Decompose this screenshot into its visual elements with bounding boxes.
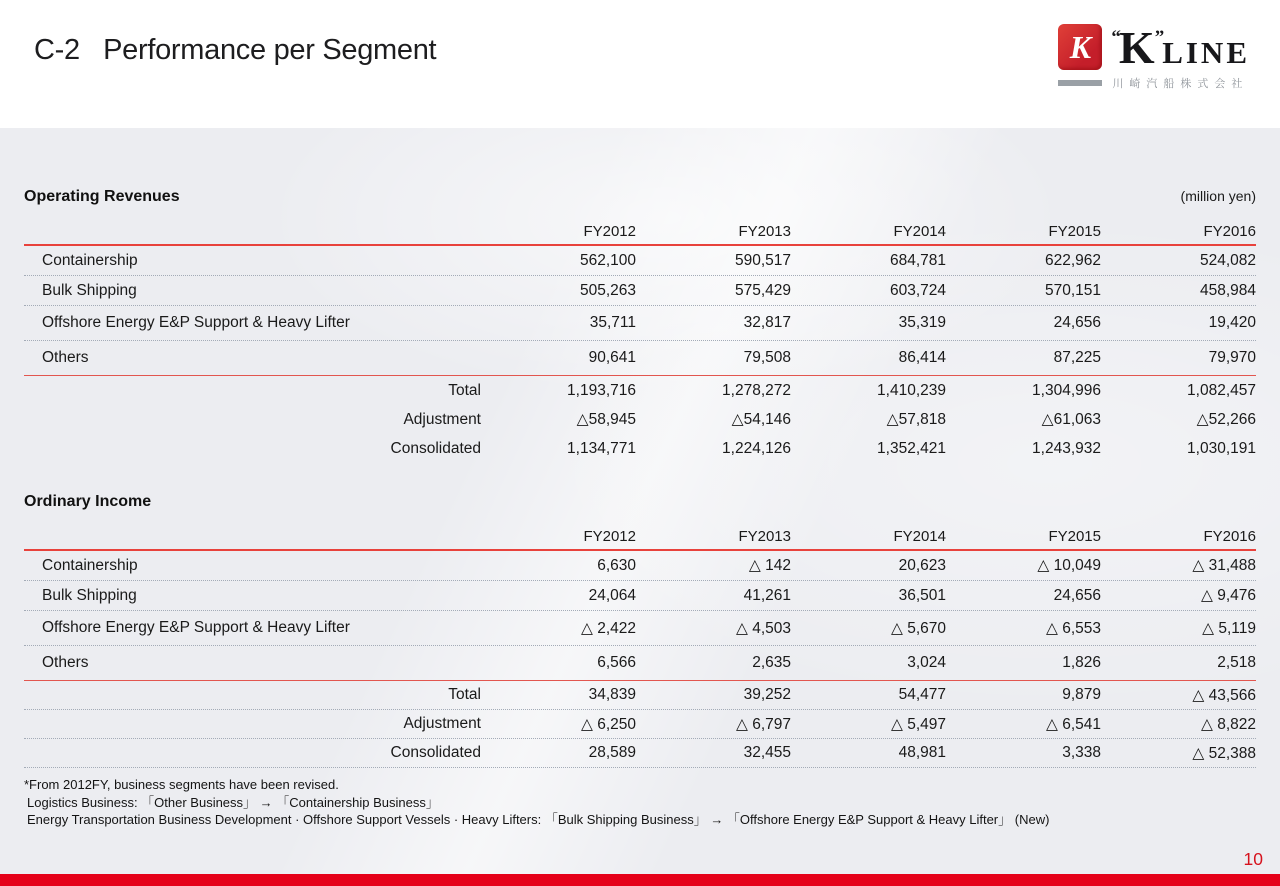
cell-value: △ 9,476 bbox=[1200, 587, 1256, 604]
cell-value: 24,064 bbox=[588, 586, 636, 604]
cell-value: 6,566 bbox=[597, 654, 636, 671]
table-row bbox=[24, 306, 1256, 341]
cell-value: 9,879 bbox=[1062, 686, 1101, 703]
cell-value: 35,319 bbox=[898, 314, 946, 331]
row-label: Others bbox=[42, 654, 89, 671]
column-header: FY2014 bbox=[893, 528, 946, 545]
cell-value: 1,826 bbox=[1062, 654, 1101, 671]
cell-value: 54,477 bbox=[898, 686, 946, 703]
row-label: Consolidated bbox=[390, 744, 481, 761]
cell-value: 1,082,457 bbox=[1187, 381, 1256, 399]
cell-value: 24,656 bbox=[1053, 586, 1101, 604]
column-header: FY2014 bbox=[893, 223, 946, 240]
cell-value: 505,263 bbox=[579, 281, 636, 299]
cell-value: △ 142 bbox=[748, 557, 791, 574]
logo-japanese-name: 川崎汽船株式会社 bbox=[1112, 78, 1249, 90]
cell-value: 19,420 bbox=[1208, 314, 1256, 331]
cell-value: 1,278,272 bbox=[722, 381, 791, 399]
footnote-line: *From 2012FY, business segments have been revised. bbox=[24, 777, 339, 792]
cell-value: 1,352,421 bbox=[877, 439, 946, 457]
cell-value: 2,518 bbox=[1217, 654, 1256, 671]
table-row bbox=[24, 581, 1256, 611]
slide-header bbox=[0, 0, 1280, 114]
table-row bbox=[24, 376, 1256, 405]
bottom-red-bar bbox=[0, 874, 1280, 886]
cell-value: 3,338 bbox=[1062, 744, 1101, 761]
cell-value: △ 31,488 bbox=[1192, 557, 1256, 574]
cell-value: △ 6,541 bbox=[1045, 715, 1101, 733]
logo-line-text: LINE bbox=[1162, 35, 1250, 71]
row-label: Adjustment bbox=[403, 410, 481, 428]
section-title-ordinary-income: Ordinary Income bbox=[24, 493, 152, 510]
slide-body bbox=[0, 128, 1280, 874]
table-header-row bbox=[24, 216, 1256, 246]
operating-revenues-table bbox=[24, 216, 1256, 463]
kline-logo bbox=[1058, 24, 1250, 91]
cell-value: 39,252 bbox=[743, 686, 791, 703]
logo-big-k: K bbox=[1118, 22, 1155, 74]
column-header: FY2015 bbox=[1048, 223, 1101, 240]
cell-value: 90,641 bbox=[588, 349, 636, 366]
cell-value: 1,410,239 bbox=[877, 381, 946, 399]
cell-value: △ 4,503 bbox=[735, 619, 791, 637]
row-label: Offshore Energy E&P Support & Heavy Lifter bbox=[42, 619, 350, 636]
ordinary-income-table bbox=[24, 521, 1256, 768]
cell-value: △ 5,119 bbox=[1202, 619, 1256, 637]
column-header: FY2012 bbox=[583, 223, 636, 240]
row-label: Offshore Energy E&P Support & Heavy Lifter bbox=[42, 314, 350, 331]
cell-value: 36,501 bbox=[898, 586, 946, 604]
cell-value: 603,724 bbox=[889, 281, 946, 299]
cell-value: △58,945 bbox=[576, 411, 636, 428]
row-label: Bulk Shipping bbox=[42, 281, 137, 299]
cell-value: 562,100 bbox=[579, 251, 636, 269]
table-row bbox=[24, 681, 1256, 710]
logo-quote-close: ” bbox=[1154, 27, 1163, 49]
logo-gray-bar bbox=[1058, 80, 1102, 86]
row-label: Total bbox=[448, 381, 481, 399]
kline-logo-row bbox=[1058, 22, 1250, 74]
cell-value: 48,981 bbox=[898, 744, 946, 761]
table-row bbox=[24, 405, 1256, 434]
cell-value: △61,063 bbox=[1041, 411, 1101, 428]
column-header: FY2015 bbox=[1048, 528, 1101, 545]
logo-quote-open: “ bbox=[1111, 27, 1119, 49]
table-header-row bbox=[24, 521, 1256, 551]
cell-value: 24,656 bbox=[1053, 314, 1101, 331]
footnote-line: Energy Transportation Business Development · Offshore Support Vessels · Heavy Lifters: 「Bulk Shipping Business」 → 「Offshore Energy E&P Support & Heavy Lifter」 (New) bbox=[27, 812, 1050, 827]
cell-value: △ 8,822 bbox=[1200, 715, 1256, 733]
cell-value: 575,429 bbox=[734, 281, 791, 299]
cell-value: 3,024 bbox=[907, 654, 946, 671]
cell-value: 34,839 bbox=[588, 686, 636, 703]
unit-note: (million yen) bbox=[1180, 188, 1256, 204]
cell-value: 86,414 bbox=[898, 349, 946, 366]
row-label: Total bbox=[448, 686, 481, 703]
row-label: Containership bbox=[42, 251, 138, 269]
section-head-operating-revenues bbox=[24, 188, 1256, 208]
kline-logo-mark-icon bbox=[1058, 24, 1102, 70]
row-label: Containership bbox=[42, 556, 138, 574]
cell-value: 35,711 bbox=[589, 314, 636, 331]
cell-value: 32,455 bbox=[743, 744, 791, 761]
cell-value: △54,146 bbox=[731, 411, 791, 428]
cell-value: 590,517 bbox=[734, 251, 791, 269]
footnote-line: Logistics Business: 「Other Business」 → 「Containership Business」 bbox=[27, 794, 439, 810]
column-header: FY2013 bbox=[738, 528, 791, 545]
cell-value: 1,030,191 bbox=[1187, 439, 1256, 457]
table-row bbox=[24, 646, 1256, 681]
table-row bbox=[24, 341, 1256, 376]
cell-value: 458,984 bbox=[1199, 281, 1256, 299]
row-label: Others bbox=[42, 349, 89, 366]
cell-value: 1,243,932 bbox=[1032, 439, 1101, 457]
cell-value: 32,817 bbox=[743, 314, 791, 331]
cell-value: △ 6,797 bbox=[735, 715, 791, 733]
row-label: Bulk Shipping bbox=[42, 586, 137, 604]
cell-value: 1,304,996 bbox=[1032, 381, 1101, 399]
cell-value: 524,082 bbox=[1199, 251, 1256, 269]
cell-value: 20,623 bbox=[898, 556, 946, 574]
cell-value: 87,225 bbox=[1053, 349, 1101, 366]
kline-logo-subrow bbox=[1058, 75, 1250, 91]
footnotes bbox=[24, 776, 1256, 829]
cell-value: △ 10,049 bbox=[1037, 557, 1101, 574]
cell-value: △ 5,670 bbox=[890, 619, 946, 637]
cell-value: △57,818 bbox=[886, 411, 946, 428]
cell-value: 79,970 bbox=[1208, 349, 1256, 366]
section-head-ordinary-income bbox=[24, 493, 1256, 513]
table-row bbox=[24, 710, 1256, 739]
table-row bbox=[24, 611, 1256, 646]
cell-value: 1,193,716 bbox=[567, 381, 636, 399]
row-label: Adjustment bbox=[403, 715, 481, 732]
cell-value: △ 6,250 bbox=[580, 715, 636, 733]
column-header: FY2016 bbox=[1203, 528, 1256, 545]
cell-value: 570,151 bbox=[1044, 281, 1101, 299]
cell-value: △52,266 bbox=[1196, 411, 1256, 428]
header-gradient-band bbox=[0, 114, 1280, 128]
table-row bbox=[24, 739, 1256, 768]
cell-value: 6,630 bbox=[597, 556, 636, 574]
logo-mark-letter: K bbox=[1069, 28, 1092, 65]
cell-value: 28,589 bbox=[588, 744, 636, 761]
cell-value: 684,781 bbox=[889, 251, 946, 269]
cell-value: △ 6,553 bbox=[1045, 619, 1101, 637]
cell-value: △ 5,497 bbox=[890, 715, 946, 733]
cell-value: 2,635 bbox=[752, 654, 791, 671]
cell-value: △ 2,422 bbox=[580, 619, 636, 637]
page-number: 10 bbox=[1243, 849, 1263, 869]
column-header: FY2012 bbox=[583, 528, 636, 545]
page-title: C-2 Performance per Segment bbox=[34, 34, 437, 66]
section-title-operating-revenues: Operating Revenues bbox=[24, 188, 180, 205]
cell-value: △ 52,388 bbox=[1192, 744, 1256, 762]
cell-value: 1,134,771 bbox=[567, 439, 636, 457]
table-row bbox=[24, 246, 1256, 276]
cell-value: 79,508 bbox=[743, 349, 791, 366]
cell-value: △ 43,566 bbox=[1192, 686, 1256, 704]
column-header: FY2016 bbox=[1203, 223, 1256, 240]
kline-wordmark bbox=[1111, 22, 1250, 74]
column-header: FY2013 bbox=[738, 223, 791, 240]
table-row bbox=[24, 551, 1256, 581]
cell-value: 1,224,126 bbox=[722, 439, 791, 457]
row-label: Consolidated bbox=[390, 439, 481, 457]
table-row bbox=[24, 434, 1256, 463]
table-row bbox=[24, 276, 1256, 306]
cell-value: 41,261 bbox=[743, 586, 791, 604]
cell-value: 622,962 bbox=[1044, 251, 1101, 269]
